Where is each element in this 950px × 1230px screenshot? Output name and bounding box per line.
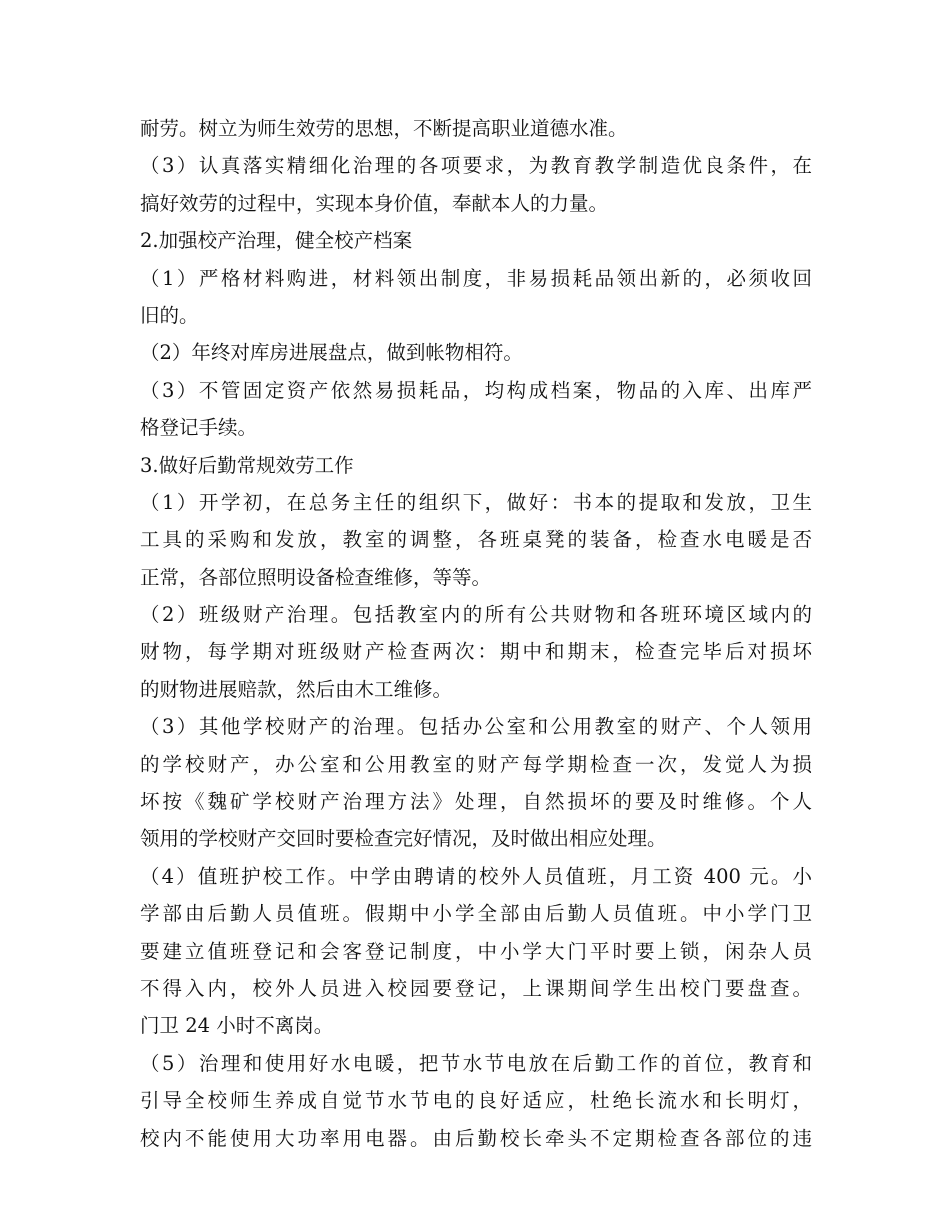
- text-line: （4）值班护校工作。中学由聘请的校外人员值班，月工资 400 元。小: [140, 864, 812, 888]
- text-line: 工具的采购和发放，教室的调整，各班桌凳的装备，检查水电暖是否: [140, 528, 812, 552]
- text-line: 搞好效劳的过程中，实现本身价值，奉献本人的力量。: [140, 191, 609, 215]
- text-line: 的学校财产，办公室和公用教室的财产每学期检查一次，发觉人为损: [140, 752, 812, 776]
- text-line: 引导全校师生养成自觉节水节电的良好适应，杜绝长流水和长明灯，: [140, 1089, 812, 1113]
- text-line: （3）不管固定资产依然易损耗品，均构成档案，物品的入库、出库严: [140, 378, 812, 402]
- text-line: 正常，各部位照明设备检查维修，等等。: [140, 565, 492, 589]
- text-line: 不得入内，校外人员进入校园要登记，上课期间学生出校门要盘查。: [140, 976, 812, 1000]
- text-line: 门卫 24 小时不离岗。: [140, 1014, 334, 1038]
- document-body: [140, 110, 812, 1157]
- text-line: （5）治理和使用好水电暖，把节水节电放在后勤工作的首位，教育和: [140, 1051, 812, 1075]
- text-line: 旧的。: [140, 303, 199, 327]
- text-line: 领用的学校财产交回时要检查完好情况，及时做出相应处理。: [140, 827, 667, 851]
- text-line: 财物，每学期对班级财产检查两次：期中和期末，检查完毕后对损坏: [140, 640, 812, 664]
- text-line: 3.做好后勤常规效劳工作: [140, 453, 354, 477]
- text-line: （3）其他学校财产的治理。包括办公室和公用教室的财产、个人领用: [140, 715, 812, 739]
- text-line: 的财物进展赔款，然后由木工维修。: [140, 677, 453, 701]
- text-line: （1）严格材料购进，材料领出制度，非易损耗品领出新的，必须收回: [140, 266, 812, 290]
- text-line: 坏按《魏矿学校财产治理方法》处理，自然损坏的要及时维修。个人: [140, 790, 812, 814]
- text-line: 要建立值班登记和会客登记制度，中小学大门平时要上锁，闲杂人员: [140, 939, 812, 963]
- text-line: 校内不能使用大功率用电器。由后勤校长牵头不定期检查各部位的违: [140, 1126, 812, 1150]
- text-line: 耐劳。树立为师生效劳的思想，不断提高职业道德水准。: [140, 117, 628, 140]
- text-line: （2）年终对库房进展盘点，做到帐物相符。: [140, 341, 523, 365]
- text-line: （2）班级财产治理。包括教室内的所有公共财物和各班环境区域内的: [140, 603, 812, 627]
- text-line: 2.加强校产治理，健全校产档案: [140, 229, 413, 253]
- text-line: （1）开学初，在总务主任的组织下，做好：书本的提取和发放，卫生: [140, 490, 812, 514]
- text-line: （3）认真落实精细化治理的各项要求，为教育教学制造优良条件，在: [140, 154, 812, 178]
- text-line: 学部由后勤人员值班。假期中小学全部由后勤人员值班。中小学门卫: [140, 902, 812, 926]
- text-line: 格登记手续。: [140, 416, 258, 440]
